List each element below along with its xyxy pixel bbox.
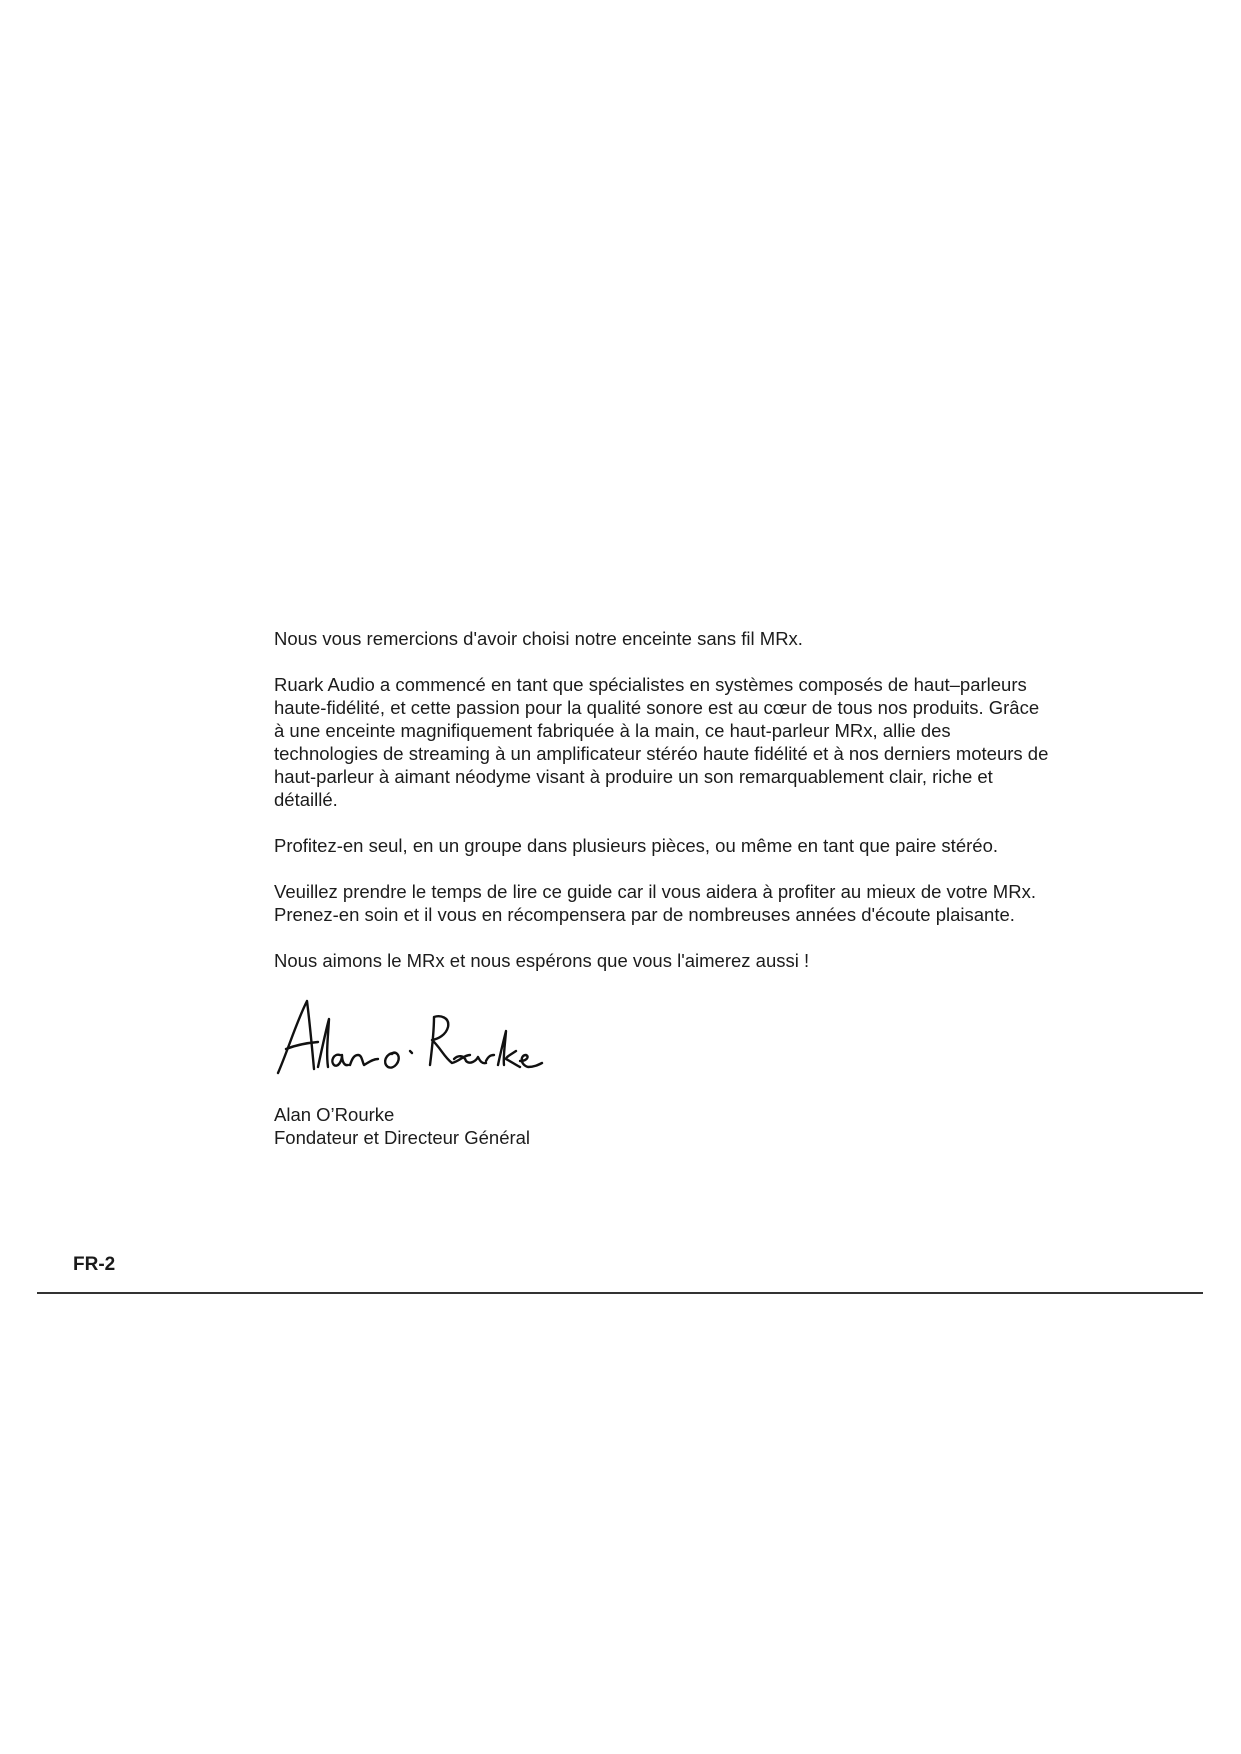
paragraph-thanks: Nous vous remercions d'avoir choisi notre enceinte sans fil MRx. [274,628,803,649]
page-number: FR-2 [73,1254,116,1275]
signer-title: Fondateur et Directeur Général [274,1127,531,1148]
paragraph-closing: Nous aimons le MRx et nous espérons que vous l'aimerez aussi ! [274,950,810,971]
paragraph-read-guide: Veuillez prendre le temps de lire ce guide car il vous aidera à profiter au mieux de votre MRx. Prenez-en soin et il vous en récompensera par de nombreuses années d'écoute plaisante. [274,881,1036,925]
paragraph-enjoy: Profitez-en seul, en un groupe dans plusieurs pièces, ou même en tant que paire stéréo. [274,835,998,856]
letter-body [274,627,1054,1149]
signature-image [274,995,544,1079]
signer-name: Alan O’Rourke [274,1104,395,1125]
signer-block [274,1103,1054,1149]
paragraph-about-ruark: Ruark Audio a commencé en tant que spécialistes en systèmes composés de haut–parleurs haute-fidélité, et cette passion pour la qualité sonore est au cœur de tous nos produits. Grâce à une enceinte magnifiquement fabriquée à la main, ce haut-parleur MRx, allie des technologies de streaming à un amplificateur stéréo haute fidélité et à nos derniers moteurs de haut-parleur à aimant néodyme visant à produire un son remarquablement clair, riche et détaillé. [274,674,1049,810]
footer-divider [37,1292,1203,1294]
